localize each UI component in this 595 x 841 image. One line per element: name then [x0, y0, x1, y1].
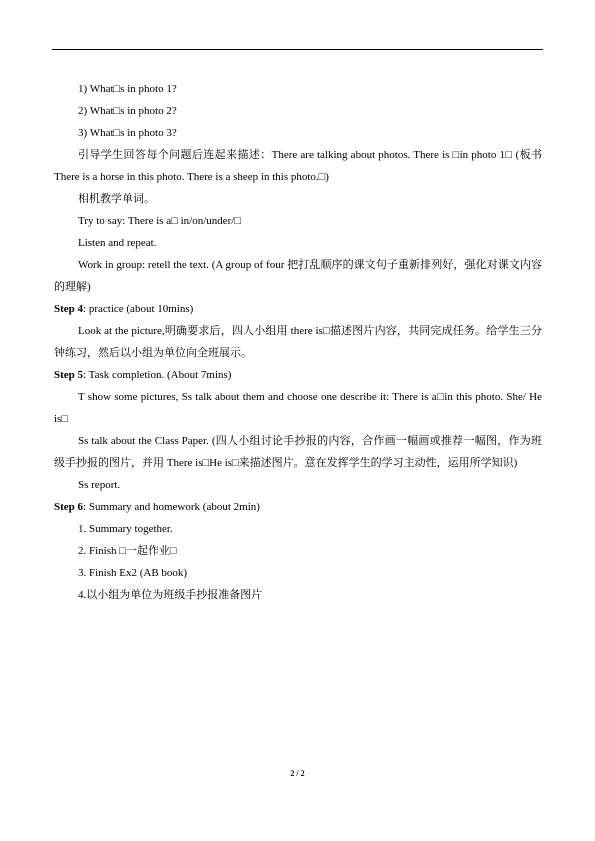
question-2: 2) What□s in photo 2? — [78, 105, 177, 117]
step-5-heading — [54, 364, 542, 386]
step-4-text: : practice (about 10mins) — [83, 303, 194, 315]
step-5-text: : Task completion. (About 7mins) — [83, 369, 232, 381]
try-to-say-line: Try to say: There is a□ in/on/under/□ — [78, 215, 241, 227]
step-5-label: Step 5 — [54, 369, 84, 381]
question-1: 1) What□s in photo 1? — [78, 83, 177, 95]
camera-vocabulary-line: 相机教学单词。 — [78, 193, 155, 205]
step-6-label: Step 6 — [54, 501, 84, 513]
ss-report-line: Ss report. — [78, 479, 121, 491]
header-rule — [52, 49, 543, 50]
document-body — [54, 78, 542, 606]
class-paper-paragraph: Ss talk about the Class Paper. (四人小组讨论手抄报的内容，合作画一幅画或推荐一幅图，作为班级手抄报的图片，并用 There is□He is□来描述图片。意在发挥学生的学习主动性，运用所学知识) — [54, 435, 542, 469]
step-6-text: : Summary and homework (about 2min) — [83, 501, 260, 513]
page-number: 2 / 2 — [290, 769, 305, 778]
show-pictures-paragraph: T show some pictures, Ss talk about them and choose one describe it: There is a□in this photo. She/ He is□ — [54, 391, 542, 425]
step-4-label: Step 4 — [54, 303, 84, 315]
homework-item-1: 1. Summary together. — [78, 523, 173, 535]
group-work-paragraph: Work in group: retell the text. (A group of four 把打乱顺序的课文句子重新排列好，强化对课文内容的理解) — [54, 259, 542, 293]
homework-item-4: 4.以小组为单位为班级手抄报准备图片 — [78, 589, 263, 601]
guide-description-paragraph: 引导学生回答每个问题后连起来描述：There are talking about photos. There is □in photo 1□ (板书 There is a horse in this photo. There is a sheep in this photo.□) — [54, 149, 542, 183]
step-6-heading — [54, 496, 542, 518]
question-3: 3) What□s in photo 3? — [78, 127, 177, 139]
step-4-heading — [54, 298, 542, 320]
listen-repeat-line: Listen and repeat. — [78, 237, 157, 249]
practice-paragraph: Look at the picture,明确要求后，四人小组用 there is□描述图片内容，共同完成任务。给学生三分钟练习，然后以小组为单位向全班展示。 — [54, 325, 542, 359]
homework-item-2: 2. Finish □一起作业□ — [78, 545, 177, 557]
homework-item-3: 3. Finish Ex2 (AB book) — [78, 567, 188, 579]
